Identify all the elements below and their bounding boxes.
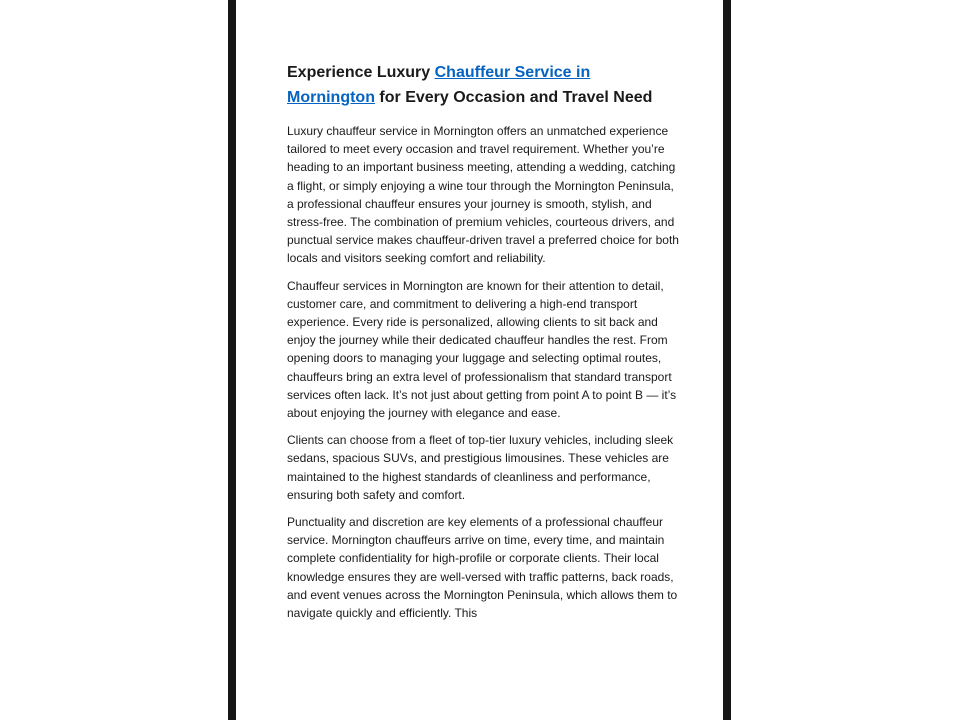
- paragraph-intro: Luxury chauffeur service in Mornington offers an unmatched experience tailored to meet every occasion and travel requirement. Whether you’re heading to an important business meeting, attending a wedding, catching a flight, or simply enjoying a wine tour through the Mornington Peninsula, a professional chauffeur ensures your journey is smooth, stylish, and stress-free. The combination of premium vehicles, courteous drivers, and punctual service makes chauffeur-driven travel a preferred choice for both locals and visitors seeking comfort and reliability.: [287, 124, 679, 266]
- title-suffix: for Every Occasion and Travel Need: [374, 89, 653, 106]
- link-text-line1: Chauffeur Service in: [434, 64, 591, 81]
- page-left-border: [228, 0, 236, 720]
- document-content: [287, 60, 679, 631]
- link-text-line2: Mornington: [287, 89, 375, 106]
- paragraph-punctuality: Punctuality and discretion are key elements of a professional chauffeur service. Mornington chauffeurs arrive on time, every time, and maintain complete confidentiality for high-profile or corporate clients. Their local knowledge ensures they are well-versed with traffic patterns, back roads, and event venues across the Mornington Peninsula, which allows them to navigate quickly and efficiently. This: [287, 515, 678, 621]
- paragraph-fleet: Clients can choose from a fleet of top-tier luxury vehicles, including sleek sedans, spacious SUVs, and prestigious limousines. These vehicles are maintained to the highest standards of cleanliness and performance, ensuring both safety and comfort.: [287, 433, 674, 502]
- title-prefix: Experience Luxury: [287, 64, 435, 81]
- article-title: [287, 60, 679, 110]
- page-right-border: [723, 0, 731, 720]
- paragraph-service-detail: Chauffeur services in Mornington are known for their attention to detail, customer care, and commitment to delivering a high-end transport experience. Every ride is personalized, allowing clients to sit back and enjoy the journey while their dedicated chauffeur handles the rest. From opening doors to managing your luggage and selecting optimal routes, chauffeurs bring an extra level of professionalism that standard transport services often lack. It’s not just about getting from point A to point B — it’s about enjoying the journey with elegance and ease.: [287, 278, 677, 421]
